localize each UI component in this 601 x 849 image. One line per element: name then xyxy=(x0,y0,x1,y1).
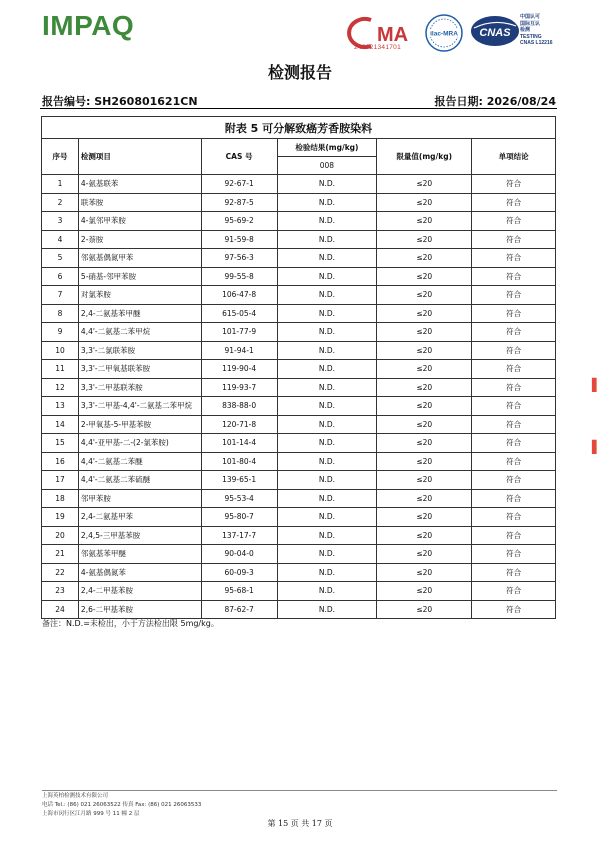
cell-cas: 119-90-4 xyxy=(201,360,277,379)
cell-cas: 90-04-0 xyxy=(201,545,277,564)
cell-conclusion: 符合 xyxy=(472,471,556,490)
cell-result: N.D. xyxy=(277,526,377,545)
cell-item: 4-氨基偶氮苯 xyxy=(78,563,201,582)
cell-result: N.D. xyxy=(277,600,377,619)
cnas-line: 检测 xyxy=(520,27,531,33)
cell-no: 16 xyxy=(42,452,79,471)
cell-cas: 95-53-4 xyxy=(201,489,277,508)
table-row xyxy=(42,508,556,527)
cell-conclusion: 符合 xyxy=(472,582,556,601)
cell-cas: 95-80-7 xyxy=(201,508,277,527)
cell-item: 4,4'-二氨基二苯硫醚 xyxy=(78,471,201,490)
cell-item: 5-硝基-邻甲苯胺 xyxy=(78,267,201,286)
cell-conclusion: 符合 xyxy=(472,360,556,379)
cell-conclusion: 符合 xyxy=(472,489,556,508)
cell-result: N.D. xyxy=(277,249,377,268)
table-row xyxy=(42,563,556,582)
cell-no: 10 xyxy=(42,341,79,360)
table-row xyxy=(42,360,556,379)
table-row xyxy=(42,434,556,453)
cell-result: N.D. xyxy=(277,193,377,212)
col-header-conclusion: 单项结论 xyxy=(472,139,556,175)
cell-limit: ≤20 xyxy=(377,452,472,471)
footer-info xyxy=(42,792,201,819)
cell-limit: ≤20 xyxy=(377,471,472,490)
cell-result: N.D. xyxy=(277,323,377,342)
cell-conclusion: 符合 xyxy=(472,193,556,212)
cell-result: N.D. xyxy=(277,341,377,360)
seal-fragment-icon: ▌ xyxy=(592,378,601,392)
cell-cas: 137-17-7 xyxy=(201,526,277,545)
cell-conclusion: 符合 xyxy=(472,545,556,564)
cell-limit: ≤20 xyxy=(377,508,472,527)
cell-cas: 95-68-1 xyxy=(201,582,277,601)
cell-no: 2 xyxy=(42,193,79,212)
cell-item: 4,4'-二氨基二苯醚 xyxy=(78,452,201,471)
cell-limit: ≤20 xyxy=(377,378,472,397)
cell-item: 4,4'-亚甲基-二-(2-氯苯胺) xyxy=(78,434,201,453)
header-divider xyxy=(40,108,557,109)
table-row xyxy=(42,582,556,601)
cell-conclusion: 符合 xyxy=(472,452,556,471)
cell-cas: 91-94-1 xyxy=(201,341,277,360)
cell-result: N.D. xyxy=(277,582,377,601)
footer-address: 上海市闵行区江月路 999 号 11 幢 2 层 xyxy=(42,811,140,817)
cell-cas: 120-71-8 xyxy=(201,415,277,434)
cma-number: 240921341701 xyxy=(354,44,401,51)
table-row xyxy=(42,489,556,508)
col-header-item: 检测项目 xyxy=(78,139,201,175)
cell-cas: 101-80-4 xyxy=(201,452,277,471)
cell-cas: 92-67-1 xyxy=(201,175,277,194)
cell-result: N.D. xyxy=(277,304,377,323)
cell-result: N.D. xyxy=(277,267,377,286)
cell-limit: ≤20 xyxy=(377,193,472,212)
cell-limit: ≤20 xyxy=(377,545,472,564)
table-row xyxy=(42,286,556,305)
cell-no: 18 xyxy=(42,489,79,508)
cell-conclusion: 符合 xyxy=(472,600,556,619)
cell-conclusion: 符合 xyxy=(472,267,556,286)
cell-no: 1 xyxy=(42,175,79,194)
cell-cas: 106-47-8 xyxy=(201,286,277,305)
col-header-limit: 限量值(mg/kg) xyxy=(377,139,472,175)
cell-no: 12 xyxy=(42,378,79,397)
cell-result: N.D. xyxy=(277,415,377,434)
table-row xyxy=(42,249,556,268)
cell-item: 邻氨基苯甲醚 xyxy=(78,545,201,564)
cell-result: N.D. xyxy=(277,378,377,397)
table-row xyxy=(42,600,556,619)
cnas-line: TESTING xyxy=(520,33,542,40)
cell-conclusion: 符合 xyxy=(472,415,556,434)
cnas-caption xyxy=(520,14,553,47)
cell-limit: ≤20 xyxy=(377,600,472,619)
cell-limit: ≤20 xyxy=(377,489,472,508)
cell-cas: 60-09-3 xyxy=(201,563,277,582)
cell-result: N.D. xyxy=(277,508,377,527)
table-row xyxy=(42,526,556,545)
cell-item: 3,3'-二氯联苯胺 xyxy=(78,341,201,360)
cell-item: 邻氨基偶氮甲苯 xyxy=(78,249,201,268)
table-row xyxy=(42,471,556,490)
cell-no: 8 xyxy=(42,304,79,323)
cell-no: 14 xyxy=(42,415,79,434)
col-header-result: 检验结果(mg/kg) xyxy=(277,139,377,157)
footer-divider xyxy=(42,790,557,791)
cell-conclusion: 符合 xyxy=(472,175,556,194)
cell-result: N.D. xyxy=(277,452,377,471)
cell-conclusion: 符合 xyxy=(472,563,556,582)
cell-result: N.D. xyxy=(277,489,377,508)
page-number: 第 15 页 共 17 页 xyxy=(267,819,333,828)
cell-cas: 101-14-4 xyxy=(201,434,277,453)
cell-limit: ≤20 xyxy=(377,286,472,305)
cell-result: N.D. xyxy=(277,434,377,453)
cell-no: 7 xyxy=(42,286,79,305)
cell-cas: 119-93-7 xyxy=(201,378,277,397)
cell-conclusion: 符合 xyxy=(472,341,556,360)
cell-no: 21 xyxy=(42,545,79,564)
cell-cas: 99-55-8 xyxy=(201,267,277,286)
cell-item: 对氯苯胺 xyxy=(78,286,201,305)
svg-text:MA: MA xyxy=(377,24,409,46)
cell-limit: ≤20 xyxy=(377,323,472,342)
cell-item: 2,4-二甲基苯胺 xyxy=(78,582,201,601)
cell-no: 20 xyxy=(42,526,79,545)
impaq-logo: IMPAQ xyxy=(42,10,135,41)
cell-item: 2,4-二氨基甲苯 xyxy=(78,508,201,527)
cell-cas: 139-65-1 xyxy=(201,471,277,490)
cell-item: 邻甲苯胺 xyxy=(78,489,201,508)
cell-result: N.D. xyxy=(277,545,377,564)
cell-limit: ≤20 xyxy=(377,175,472,194)
cell-no: 4 xyxy=(42,230,79,249)
cell-item: 3,3'-二甲氧基联苯胺 xyxy=(78,360,201,379)
table-row xyxy=(42,545,556,564)
cell-item: 3,3'-二甲基-4,4'-二氨基二苯甲烷 xyxy=(78,397,201,416)
table-body xyxy=(42,175,556,619)
table-row xyxy=(42,304,556,323)
cell-item: 4-氯邻甲苯胺 xyxy=(78,212,201,231)
report-title: 检测报告 xyxy=(267,63,332,82)
cell-no: 5 xyxy=(42,249,79,268)
cell-cas: 91-59-8 xyxy=(201,230,277,249)
cell-item: 2-甲氧基-5-甲基苯胺 xyxy=(78,415,201,434)
footer-company: 上海英柏检测技术有限公司 xyxy=(42,793,109,799)
table-row xyxy=(42,267,556,286)
table-caption: 附表 5 可分解致癌芳香胺染料 xyxy=(42,117,556,139)
cell-limit: ≤20 xyxy=(377,341,472,360)
cell-conclusion: 符合 xyxy=(472,323,556,342)
cell-limit: ≤20 xyxy=(377,582,472,601)
cell-cas: 92-87-5 xyxy=(201,193,277,212)
cell-limit: ≤20 xyxy=(377,304,472,323)
table-row xyxy=(42,452,556,471)
footer-contact: 电话 Tel.: (86) 021 26063522 传真 Fax: (86) 021 26063533 xyxy=(42,802,202,808)
cell-result: N.D. xyxy=(277,175,377,194)
col-header-cas: CAS 号 xyxy=(201,139,277,175)
cell-result: N.D. xyxy=(277,286,377,305)
cell-conclusion: 符合 xyxy=(472,378,556,397)
cnas-line: CNAS L12216 xyxy=(520,40,553,46)
cell-no: 6 xyxy=(42,267,79,286)
cell-cas: 97-56-3 xyxy=(201,249,277,268)
cell-conclusion: 符合 xyxy=(472,249,556,268)
cell-item: 2,6-二甲基苯胺 xyxy=(78,600,201,619)
cell-conclusion: 符合 xyxy=(472,286,556,305)
cell-no: 24 xyxy=(42,600,79,619)
table-row xyxy=(42,341,556,360)
table-row xyxy=(42,323,556,342)
cell-cas: 95-69-2 xyxy=(201,212,277,231)
cell-no: 22 xyxy=(42,563,79,582)
cell-cas: 87-62-7 xyxy=(201,600,277,619)
table-row xyxy=(42,378,556,397)
table-row xyxy=(42,193,556,212)
cell-no: 3 xyxy=(42,212,79,231)
cell-conclusion: 符合 xyxy=(472,304,556,323)
cell-cas: 838-88-0 xyxy=(201,397,277,416)
cell-no: 11 xyxy=(42,360,79,379)
seal-fragment-icon: ▌ xyxy=(592,440,601,454)
cell-limit: ≤20 xyxy=(377,212,472,231)
cnas-mark-icon xyxy=(470,14,520,48)
report-number: 报告编号: SH260801621CN xyxy=(42,95,198,108)
svg-text:CNAS: CNAS xyxy=(479,27,511,39)
table-row xyxy=(42,397,556,416)
cell-limit: ≤20 xyxy=(377,230,472,249)
cell-conclusion: 符合 xyxy=(472,434,556,453)
cell-limit: ≤20 xyxy=(377,397,472,416)
cell-limit: ≤20 xyxy=(377,434,472,453)
report-date: 报告日期: 2026/08/24 xyxy=(434,95,556,108)
cell-cas: 615-05-4 xyxy=(201,304,277,323)
table-row xyxy=(42,175,556,194)
cell-item: 2-萘胺 xyxy=(78,230,201,249)
table-note: 备注：N.D.=未检出，小于方法检出限 5mg/kg。 xyxy=(42,619,219,628)
table-row xyxy=(42,230,556,249)
cell-no: 23 xyxy=(42,582,79,601)
cell-conclusion: 符合 xyxy=(472,230,556,249)
amine-results-table xyxy=(41,116,556,619)
cell-conclusion: 符合 xyxy=(472,526,556,545)
cell-limit: ≤20 xyxy=(377,526,472,545)
cell-item: 4-氨基联苯 xyxy=(78,175,201,194)
ilac-mra-icon xyxy=(424,13,464,53)
table-row xyxy=(42,212,556,231)
cnas-line: 中国认可 xyxy=(520,14,541,20)
cell-result: N.D. xyxy=(277,230,377,249)
cell-no: 17 xyxy=(42,471,79,490)
cell-limit: ≤20 xyxy=(377,563,472,582)
col-header-no: 序号 xyxy=(42,139,79,175)
cell-limit: ≤20 xyxy=(377,415,472,434)
cell-result: N.D. xyxy=(277,212,377,231)
cell-limit: ≤20 xyxy=(377,360,472,379)
cell-cas: 101-77-9 xyxy=(201,323,277,342)
cell-conclusion: 符合 xyxy=(472,508,556,527)
cnas-line: 国际互认 xyxy=(520,20,541,27)
cell-no: 19 xyxy=(42,508,79,527)
svg-text:ilac-MRA: ilac-MRA xyxy=(430,30,458,38)
cell-result: N.D. xyxy=(277,471,377,490)
cell-item: 2,4-二氨基苯甲醚 xyxy=(78,304,201,323)
cell-item: 3,3'-二甲基联苯胺 xyxy=(78,378,201,397)
col-header-sample: 008 xyxy=(277,157,377,175)
cell-no: 15 xyxy=(42,434,79,453)
cell-limit: ≤20 xyxy=(377,249,472,268)
table-row xyxy=(42,415,556,434)
cell-item: 联苯胺 xyxy=(78,193,201,212)
cell-limit: ≤20 xyxy=(377,267,472,286)
cell-conclusion: 符合 xyxy=(472,397,556,416)
cell-result: N.D. xyxy=(277,397,377,416)
cell-no: 13 xyxy=(42,397,79,416)
cell-result: N.D. xyxy=(277,360,377,379)
cell-no: 9 xyxy=(42,323,79,342)
cell-conclusion: 符合 xyxy=(472,212,556,231)
cell-item: 4,4'-二氨基二苯甲烷 xyxy=(78,323,201,342)
cell-item: 2,4,5-三甲基苯胺 xyxy=(78,526,201,545)
cell-result: N.D. xyxy=(277,563,377,582)
